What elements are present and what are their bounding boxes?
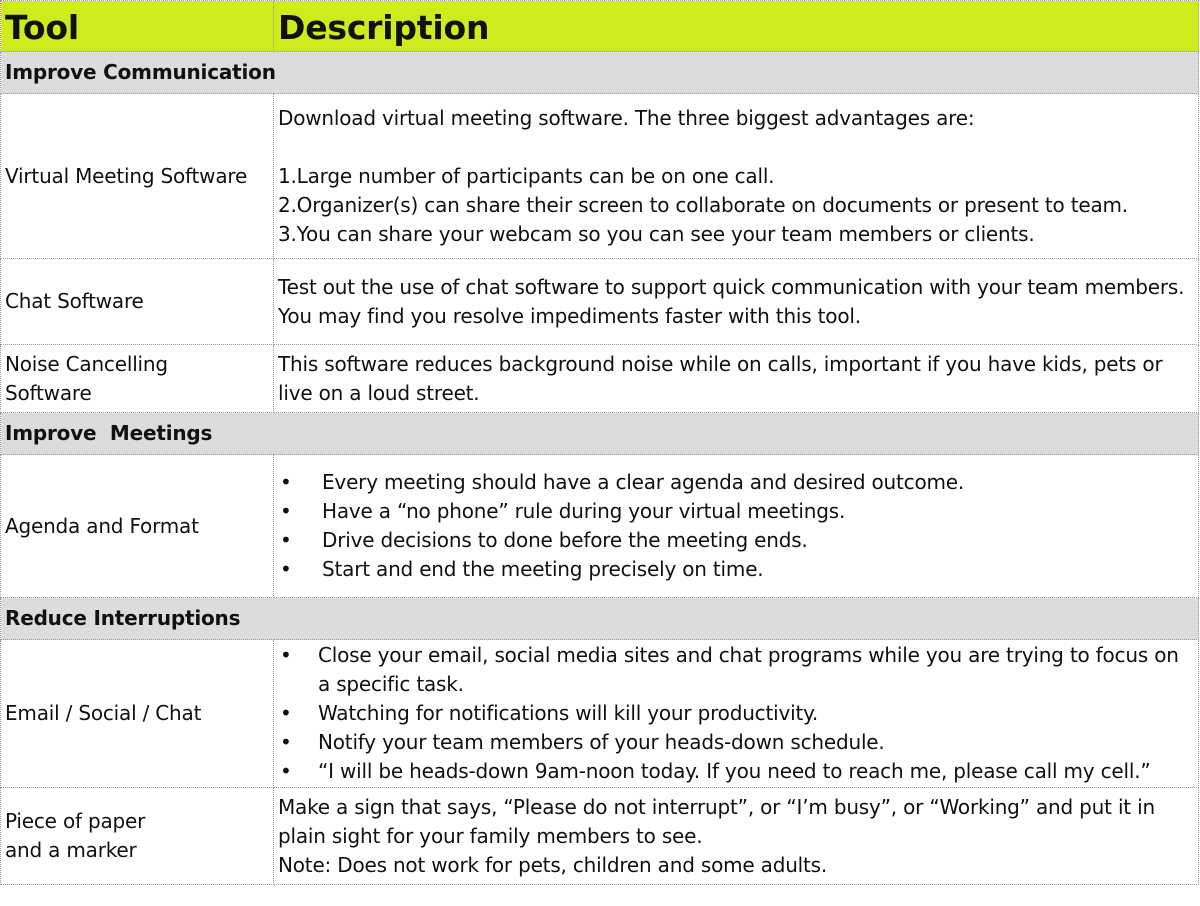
- bullet-icon: •: [280, 528, 292, 552]
- description-cell: [274, 345, 1199, 413]
- tool-line: Piece of paper: [5, 809, 146, 833]
- description-line: 2.Organizer(s) can share their screen to collaborate on documents or present to team.: [278, 192, 1128, 217]
- list-item: [278, 699, 1194, 728]
- bullet-list: [278, 468, 1194, 584]
- description-cell: [274, 640, 1199, 788]
- tool-cell: Email / Social / Chat: [1, 640, 274, 788]
- header-description: Description: [274, 1, 1199, 52]
- section-title: Improve Communication: [1, 52, 1199, 94]
- bullet-icon: •: [280, 701, 292, 725]
- description-line: Download virtual meeting software. The three biggest advantages are:: [278, 105, 975, 130]
- tool-cell: Agenda and Format: [1, 455, 274, 598]
- list-item: [278, 728, 1194, 757]
- bullet-text: Watching for notifications will kill your productivity.: [318, 701, 819, 725]
- section-title: Reduce Interruptions: [1, 598, 1199, 640]
- table-row: [1, 345, 1199, 413]
- tool-cell: Virtual Meeting Software: [1, 94, 274, 259]
- bullet-text: Notify your team members of your heads-down schedule.: [318, 730, 885, 754]
- table-row: [1, 455, 1199, 598]
- description-line: 1.Large number of participants can be on one call.: [278, 163, 775, 188]
- description-line: This software reduces background noise while on calls, important if you have kids, pets or live on a loud street.: [278, 351, 1163, 405]
- bullet-text: Close your email, social media sites and chat programs while you are trying to focus on a specific task.: [318, 643, 1179, 696]
- list-item: [278, 641, 1194, 699]
- bullet-icon: •: [280, 759, 292, 783]
- description-cell: [274, 455, 1199, 598]
- description-line: Make a sign that says, “Please do not interrupt”, or “I’m busy”, or “Working” and put it in plain sight for your family members to see.: [278, 794, 1155, 848]
- header-tool: Tool: [1, 1, 274, 52]
- description-cell: [274, 94, 1199, 259]
- table-header-row: [1, 1, 1199, 52]
- list-item: [278, 757, 1194, 786]
- section-row: [1, 52, 1199, 94]
- list-item: [278, 555, 1194, 584]
- tool-cell: [1, 345, 274, 413]
- bullet-icon: •: [280, 643, 292, 667]
- section-title: Improve Meetings: [1, 413, 1199, 455]
- bullet-icon: •: [280, 730, 292, 754]
- tool-line: Noise Cancelling: [5, 351, 168, 376]
- bullet-text: Start and end the meeting precisely on time.: [322, 557, 764, 581]
- description-line: Note: Does not work for pets, children and some adults.: [278, 852, 828, 877]
- table-row: [1, 259, 1199, 345]
- list-item: [278, 497, 1194, 526]
- bullet-icon: •: [280, 557, 292, 581]
- tool-cell: Chat Software: [1, 259, 274, 345]
- tool-line: and a marker: [5, 838, 137, 862]
- description-line: Test out the use of chat software to support quick communication with your team members. You may find you resolve impediments faster with this tool.: [278, 274, 1185, 328]
- description-line: 3.You can share your webcam so you can see your team members or clients.: [278, 221, 1035, 246]
- bullet-icon: •: [280, 470, 292, 494]
- table-row: [1, 640, 1199, 788]
- list-item: [278, 468, 1194, 497]
- bullet-text: Have a “no phone” rule during your virtual meetings.: [322, 499, 846, 523]
- bullet-text: Drive decisions to done before the meeting ends.: [322, 528, 808, 552]
- tool-line: Software: [5, 380, 92, 405]
- table-row: [1, 94, 1199, 259]
- bullet-text: “I will be heads-down 9am-noon today. If you need to reach me, please call my cell.”: [318, 759, 1151, 783]
- bullet-icon: •: [280, 499, 292, 523]
- list-item: [278, 526, 1194, 555]
- table-row: [1, 788, 1199, 885]
- description-cell: [274, 259, 1199, 345]
- bullet-text: Every meeting should have a clear agenda and desired outcome.: [322, 470, 965, 494]
- section-row: [1, 598, 1199, 640]
- section-row: [1, 413, 1199, 455]
- tool-cell: [1, 788, 274, 885]
- description-cell: [274, 788, 1199, 885]
- bullet-list: [278, 641, 1194, 786]
